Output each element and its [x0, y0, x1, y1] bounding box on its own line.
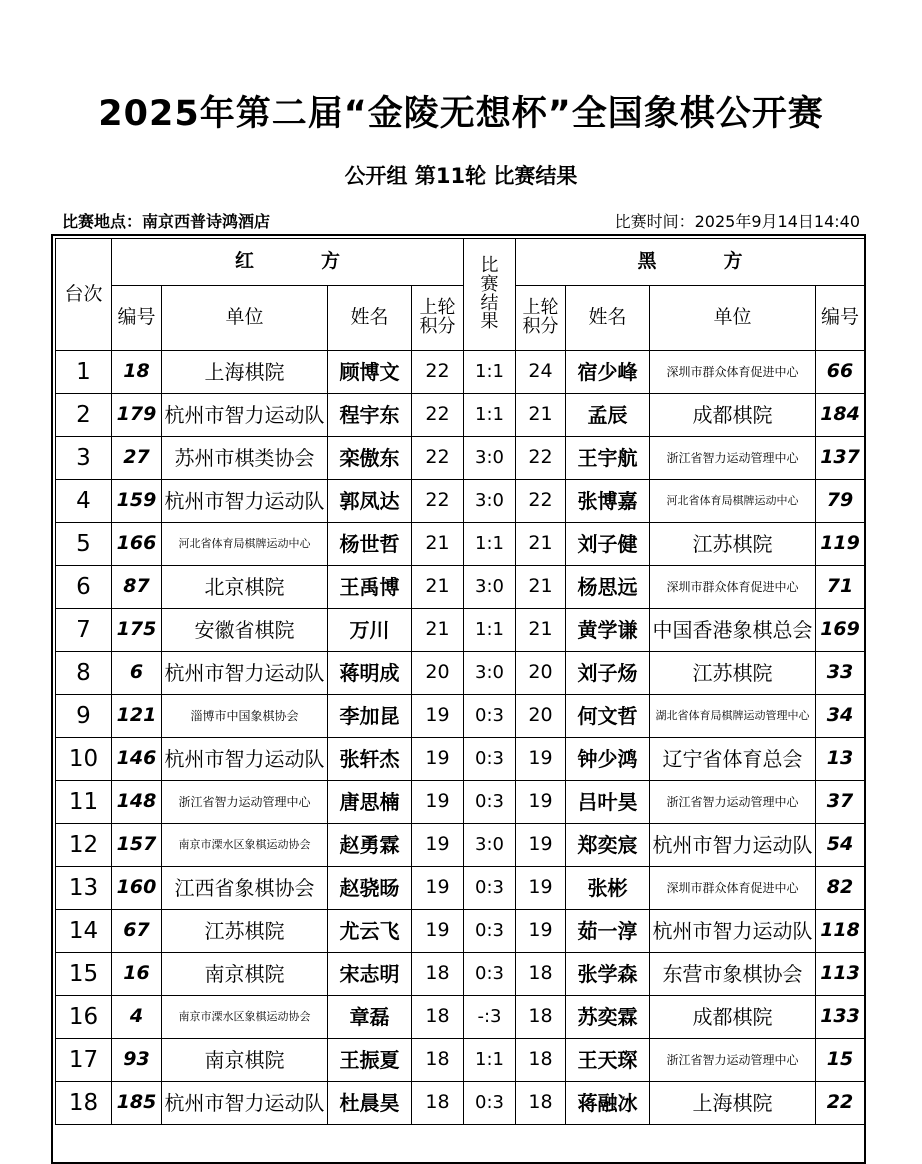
black-name-cell: 王天琛 [566, 1039, 650, 1082]
table-row [56, 480, 865, 523]
board-cell: 11 [56, 781, 112, 824]
black-score-cell: 20 [516, 652, 566, 695]
red-unit-cell: 南京市溧水区象棋运动协会 [162, 996, 328, 1039]
red-score-cell: 21 [412, 566, 464, 609]
red-score-cell: 18 [412, 996, 464, 1039]
red-name-cell: 栾傲东 [328, 437, 412, 480]
black-name-cell: 吕叶昊 [566, 781, 650, 824]
board-header: 台次 [56, 239, 112, 351]
black-number-header: 编号 [816, 286, 865, 351]
black-name-header: 姓名 [566, 286, 650, 351]
result-cell: 0:3 [464, 867, 516, 910]
result-cell: 0:3 [464, 910, 516, 953]
red-number-cell: 157 [112, 824, 162, 867]
red-name-header: 姓名 [328, 286, 412, 351]
black-unit-cell: 浙江省智力运动管理中心 [650, 1039, 816, 1082]
black-unit-cell: 江苏棋院 [650, 523, 816, 566]
table-row [56, 437, 865, 480]
red-number-cell: 146 [112, 738, 162, 781]
red-unit-cell: 南京市溧水区象棋运动协会 [162, 824, 328, 867]
black-score-cell: 20 [516, 695, 566, 738]
black-number-cell: 79 [816, 480, 865, 523]
black-name-cell: 宿少峰 [566, 351, 650, 394]
black-unit-cell: 成都棋院 [650, 394, 816, 437]
board-cell: 15 [56, 953, 112, 996]
black-name-cell: 钟少鸿 [566, 738, 650, 781]
table-row [56, 867, 865, 910]
result-cell: 0:3 [464, 738, 516, 781]
red-name-cell: 赵勇霖 [328, 824, 412, 867]
black-unit-cell: 江苏棋院 [650, 652, 816, 695]
black-number-cell: 22 [816, 1082, 865, 1125]
result-cell: -:3 [464, 996, 516, 1039]
table-row [56, 910, 865, 953]
black-number-cell: 33 [816, 652, 865, 695]
red-score-cell: 22 [412, 437, 464, 480]
red-name-cell: 赵骁旸 [328, 867, 412, 910]
black-name-cell: 刘子炀 [566, 652, 650, 695]
red-unit-cell: 淄博市中国象棋协会 [162, 695, 328, 738]
black-name-cell: 张彬 [566, 867, 650, 910]
result-cell: 0:3 [464, 953, 516, 996]
red-number-cell: 175 [112, 609, 162, 652]
header-row-top [56, 239, 865, 286]
black-score-cell: 19 [516, 910, 566, 953]
result-cell: 3:0 [464, 480, 516, 523]
red-number-cell: 67 [112, 910, 162, 953]
red-name-cell: 唐思楠 [328, 781, 412, 824]
board-cell: 13 [56, 867, 112, 910]
black-number-cell: 137 [816, 437, 865, 480]
red-score-cell: 18 [412, 1039, 464, 1082]
black-unit-cell: 深圳市群众体育促进中心 [650, 351, 816, 394]
red-score-cell: 19 [412, 867, 464, 910]
black-name-cell: 张博嘉 [566, 480, 650, 523]
red-name-cell: 宋志明 [328, 953, 412, 996]
result-cell: 1:1 [464, 1039, 516, 1082]
board-cell: 8 [56, 652, 112, 695]
red-number-cell: 6 [112, 652, 162, 695]
result-cell: 3:0 [464, 566, 516, 609]
red-unit-cell: 江苏棋院 [162, 910, 328, 953]
black-score-cell: 18 [516, 1082, 566, 1125]
red-name-cell: 杜晨昊 [328, 1082, 412, 1125]
red-name-cell: 王禹博 [328, 566, 412, 609]
red-name-cell: 顾博文 [328, 351, 412, 394]
red-unit-cell: 杭州市智力运动队 [162, 1082, 328, 1125]
black-name-cell: 苏奕霖 [566, 996, 650, 1039]
red-score-header: 上轮 积分 [412, 286, 464, 351]
red-score-cell: 18 [412, 953, 464, 996]
black-number-cell: 119 [816, 523, 865, 566]
board-cell: 2 [56, 394, 112, 437]
red-name-cell: 万川 [328, 609, 412, 652]
table-row [56, 1082, 865, 1125]
result-cell: 0:3 [464, 1082, 516, 1125]
black-score-cell: 18 [516, 953, 566, 996]
black-score-cell: 19 [516, 781, 566, 824]
black-name-cell: 蒋融冰 [566, 1082, 650, 1125]
table-row [56, 953, 865, 996]
black-name-cell: 黄学谦 [566, 609, 650, 652]
red-unit-cell: 浙江省智力运动管理中心 [162, 781, 328, 824]
red-name-cell: 蒋明成 [328, 652, 412, 695]
black-unit-cell: 深圳市群众体育促进中心 [650, 566, 816, 609]
table-row [56, 523, 865, 566]
result-cell: 0:3 [464, 781, 516, 824]
black-score-cell: 21 [516, 523, 566, 566]
table-row [56, 781, 865, 824]
result-header: 比 赛 结 果 [464, 239, 516, 351]
red-unit-cell: 杭州市智力运动队 [162, 738, 328, 781]
red-score-cell: 22 [412, 394, 464, 437]
red-number-cell: 166 [112, 523, 162, 566]
table-row [56, 1039, 865, 1082]
black-number-cell: 37 [816, 781, 865, 824]
black-unit-cell: 河北省体育局棋牌运动中心 [650, 480, 816, 523]
result-cell: 0:3 [464, 695, 516, 738]
black-score-cell: 21 [516, 609, 566, 652]
result-cell: 3:0 [464, 652, 516, 695]
board-cell: 5 [56, 523, 112, 566]
red-score-cell: 22 [412, 351, 464, 394]
black-name-cell: 何文哲 [566, 695, 650, 738]
page-title: 2025年第二届“金陵无想杯”全国象棋公开赛 [98, 94, 824, 134]
red-name-cell: 章磊 [328, 996, 412, 1039]
black-number-cell: 113 [816, 953, 865, 996]
red-number-cell: 160 [112, 867, 162, 910]
black-number-cell: 133 [816, 996, 865, 1039]
red-number-cell: 159 [112, 480, 162, 523]
red-number-cell: 27 [112, 437, 162, 480]
board-cell: 10 [56, 738, 112, 781]
black-number-cell: 118 [816, 910, 865, 953]
black-name-cell: 王宇航 [566, 437, 650, 480]
red-score-cell: 19 [412, 738, 464, 781]
table-row [56, 351, 865, 394]
black-name-cell: 张学森 [566, 953, 650, 996]
black-number-cell: 82 [816, 867, 865, 910]
black-score-cell: 18 [516, 1039, 566, 1082]
black-score-cell: 19 [516, 867, 566, 910]
red-name-cell: 王振夏 [328, 1039, 412, 1082]
red-name-cell: 张轩杰 [328, 738, 412, 781]
black-unit-cell: 深圳市群众体育促进中心 [650, 867, 816, 910]
black-unit-cell: 辽宁省体育总会 [650, 738, 816, 781]
board-cell: 17 [56, 1039, 112, 1082]
black-name-cell: 孟辰 [566, 394, 650, 437]
red-name-cell: 程宇东 [328, 394, 412, 437]
table-row [56, 738, 865, 781]
red-unit-cell: 安徽省棋院 [162, 609, 328, 652]
black-unit-cell: 东营市象棋协会 [650, 953, 816, 996]
red-score-cell: 18 [412, 1082, 464, 1125]
red-score-cell: 20 [412, 652, 464, 695]
results-table [55, 238, 865, 1125]
black-score-cell: 21 [516, 394, 566, 437]
red-score-cell: 21 [412, 523, 464, 566]
red-unit-cell: 北京棋院 [162, 566, 328, 609]
red-number-header: 编号 [112, 286, 162, 351]
table-row [56, 695, 865, 738]
red-unit-cell: 河北省体育局棋牌运动中心 [162, 523, 328, 566]
black-unit-cell: 杭州市智力运动队 [650, 824, 816, 867]
black-score-cell: 22 [516, 437, 566, 480]
results-sheet [51, 234, 866, 1164]
result-cell: 1:1 [464, 609, 516, 652]
board-cell: 7 [56, 609, 112, 652]
black-score-header: 上轮 积分 [516, 286, 566, 351]
red-unit-cell: 杭州市智力运动队 [162, 394, 328, 437]
red-number-cell: 87 [112, 566, 162, 609]
page-subtitle: 公开组 第11轮 比赛结果 [344, 164, 578, 188]
board-cell: 4 [56, 480, 112, 523]
black-number-cell: 66 [816, 351, 865, 394]
red-number-cell: 148 [112, 781, 162, 824]
red-number-cell: 185 [112, 1082, 162, 1125]
red-side-header: 红 方 [112, 239, 464, 286]
black-name-cell: 茹一淳 [566, 910, 650, 953]
black-score-cell: 18 [516, 996, 566, 1039]
result-cell: 1:1 [464, 394, 516, 437]
red-number-cell: 4 [112, 996, 162, 1039]
result-cell: 1:1 [464, 351, 516, 394]
red-name-cell: 尤云飞 [328, 910, 412, 953]
black-unit-cell: 湖北省体育局棋牌运动管理中心 [650, 695, 816, 738]
black-number-cell: 71 [816, 566, 865, 609]
black-unit-cell: 成都棋院 [650, 996, 816, 1039]
black-side-header: 黑 方 [516, 239, 865, 286]
board-cell: 3 [56, 437, 112, 480]
black-score-cell: 19 [516, 824, 566, 867]
red-score-cell: 21 [412, 609, 464, 652]
board-cell: 9 [56, 695, 112, 738]
black-unit-cell: 杭州市智力运动队 [650, 910, 816, 953]
table-row [56, 652, 865, 695]
red-score-cell: 19 [412, 695, 464, 738]
table-row [56, 824, 865, 867]
red-unit-cell: 南京棋院 [162, 1039, 328, 1082]
black-score-cell: 19 [516, 738, 566, 781]
red-unit-cell: 杭州市智力运动队 [162, 480, 328, 523]
black-number-cell: 15 [816, 1039, 865, 1082]
black-name-cell: 刘子健 [566, 523, 650, 566]
red-number-cell: 93 [112, 1039, 162, 1082]
black-unit-cell: 上海棋院 [650, 1082, 816, 1125]
red-name-cell: 郭凤达 [328, 480, 412, 523]
board-cell: 16 [56, 996, 112, 1039]
red-unit-header: 单位 [162, 286, 328, 351]
black-unit-cell: 浙江省智力运动管理中心 [650, 781, 816, 824]
table-row [56, 394, 865, 437]
red-unit-cell: 上海棋院 [162, 351, 328, 394]
venue-label: 比赛地点：南京西普诗鸿酒店 [62, 212, 271, 231]
red-unit-cell: 杭州市智力运动队 [162, 652, 328, 695]
red-number-cell: 121 [112, 695, 162, 738]
red-number-cell: 16 [112, 953, 162, 996]
board-cell: 18 [56, 1082, 112, 1125]
time-label: 比赛时间：2025年9月14日14:40 [614, 212, 860, 231]
red-unit-cell: 江西省象棋协会 [162, 867, 328, 910]
table-row [56, 566, 865, 609]
red-score-cell: 19 [412, 824, 464, 867]
board-cell: 14 [56, 910, 112, 953]
black-number-cell: 54 [816, 824, 865, 867]
red-name-cell: 杨世哲 [328, 523, 412, 566]
red-name-cell: 李加昆 [328, 695, 412, 738]
result-cell: 3:0 [464, 824, 516, 867]
black-number-cell: 169 [816, 609, 865, 652]
red-number-cell: 179 [112, 394, 162, 437]
red-score-cell: 22 [412, 480, 464, 523]
header-row-columns [56, 286, 865, 351]
black-name-cell: 杨思远 [566, 566, 650, 609]
table-row [56, 996, 865, 1039]
red-score-cell: 19 [412, 910, 464, 953]
result-cell: 1:1 [464, 523, 516, 566]
black-unit-cell: 浙江省智力运动管理中心 [650, 437, 816, 480]
black-unit-cell: 中国香港象棋总会 [650, 609, 816, 652]
black-unit-header: 单位 [650, 286, 816, 351]
black-number-cell: 13 [816, 738, 865, 781]
black-score-cell: 24 [516, 351, 566, 394]
table-row [56, 609, 865, 652]
black-number-cell: 34 [816, 695, 865, 738]
black-number-cell: 184 [816, 394, 865, 437]
red-unit-cell: 南京棋院 [162, 953, 328, 996]
black-score-cell: 22 [516, 480, 566, 523]
board-cell: 12 [56, 824, 112, 867]
red-unit-cell: 苏州市棋类协会 [162, 437, 328, 480]
red-score-cell: 19 [412, 781, 464, 824]
board-cell: 6 [56, 566, 112, 609]
black-score-cell: 21 [516, 566, 566, 609]
red-number-cell: 18 [112, 351, 162, 394]
black-name-cell: 郑奕宸 [566, 824, 650, 867]
result-cell: 3:0 [464, 437, 516, 480]
board-cell: 1 [56, 351, 112, 394]
